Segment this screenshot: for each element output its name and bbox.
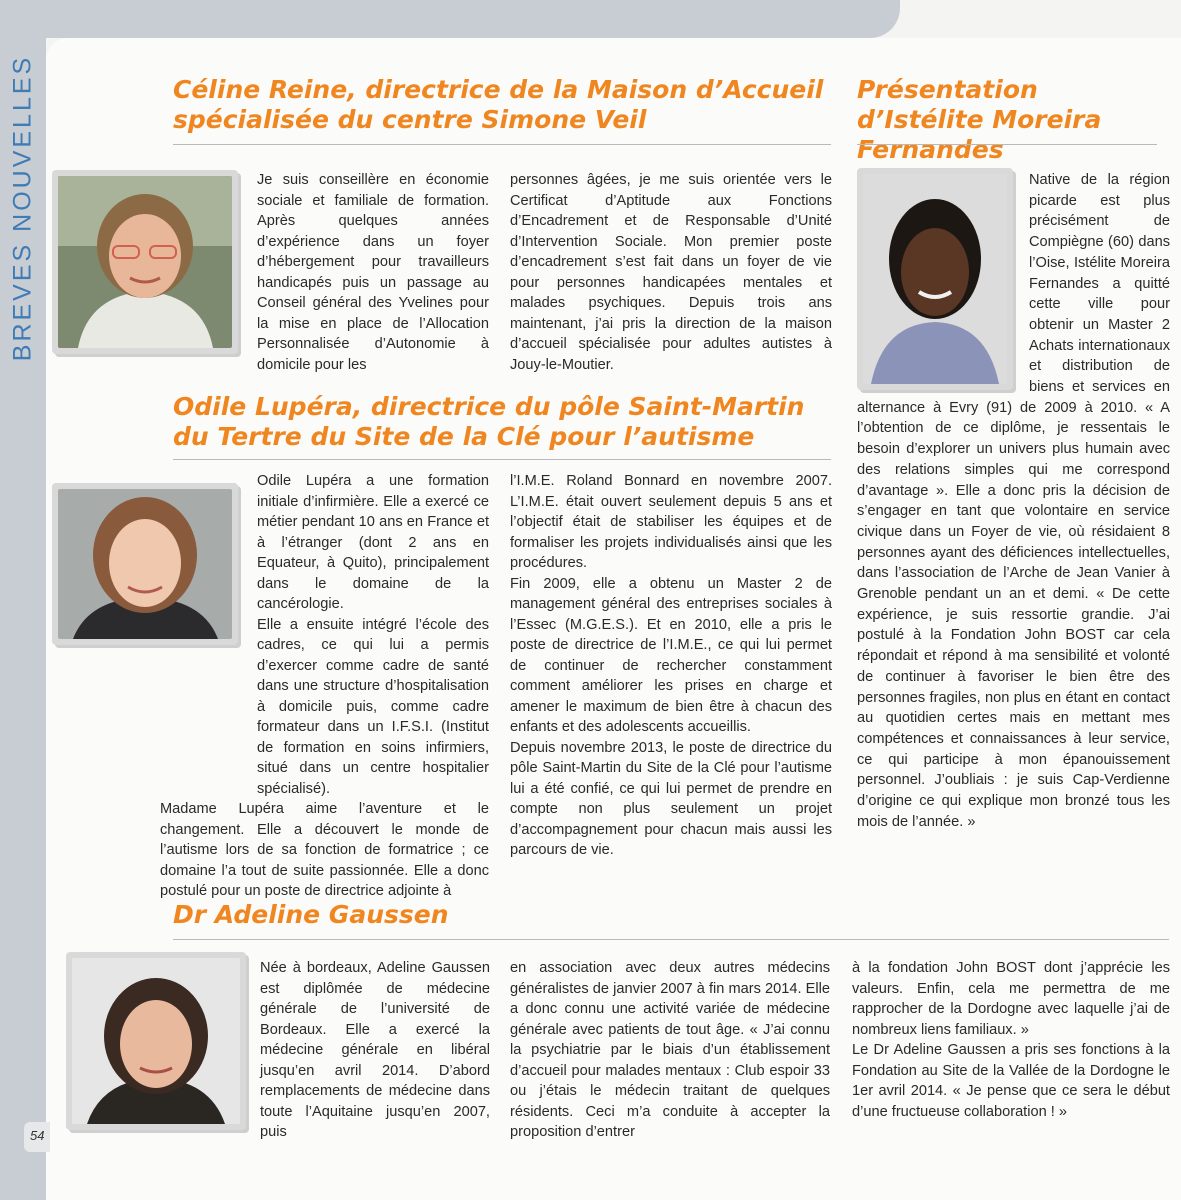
- odile-title-rule: [173, 459, 831, 460]
- odile-title: [173, 392, 833, 452]
- section-label-text: BREVES NOUVELLES: [8, 54, 37, 362]
- istelite-title-rule: [857, 144, 1157, 145]
- section-label: [0, 48, 46, 368]
- portrait-celine-image: [58, 176, 232, 348]
- celine-col1: Je suis conseillère en économie sociale et familiale de formation. Après quelques années d’expérience dans un foyer d’hébergement pour travailleurs handicapés puis un passage au Conseil général des Yvelines pour la mise en place de l’Allocation Personnalisée d’Autonomie à domicile pour les: [257, 172, 489, 373]
- istelite-title-line2: Moreira Fernandes: [857, 105, 1102, 164]
- celine-col2: personnes âgées, je me suis orientée vers le Certificat d’Aptitude aux Fonctions d’Encadrement et de Responsable d’Unité d’Intervention Sociale. Mon premier poste d’encadrement s’est fait dans un foyer de vie pour personnes handicapées mentales et malades psychiques. Depuis trois ans maintenant, j’ai pris la direction de la maison d’accueil spécialisée pour adultes autistes à Jouy-le-Moutier.: [510, 172, 832, 373]
- page-number: 54: [30, 1128, 45, 1143]
- odile-col1-p1: Odile Lupéra a une formation initiale d’infirmière. Elle a exercé ce métier pendant 10 ans en France et à l’étranger (dont 2 ans en Equateur, à Quito), principalement dans le domaine de la cancérologie.: [257, 473, 489, 612]
- header-tab-band: [0, 0, 900, 38]
- odile-col1-p2: Elle a ensuite intégré l’école des cadres, ce qui lui a permis d’exercer comme cadre de santé dans une structure d’hospitalisation à domicile puis, comme cadre formateur dans un I.F.S.I. (Institut de formation en soins infirmiers, situé dans un centre hospitalier spécialisé).: [257, 616, 489, 797]
- portrait-adeline-image: [72, 958, 240, 1124]
- celine-title-line1: Céline Reine, directrice de la Maison d’Accueil: [173, 75, 824, 104]
- celine-title-line2: spécialisée du centre Simone Veil: [173, 105, 647, 134]
- odile-col2: [510, 471, 832, 861]
- adeline-col3-p2: Le Dr Adeline Gaussen a pris ses fonctions à la Fondation au Site de la Vallée de la Dordogne le 1er avril 2014. « Je pense que ce sera le début d’une fructueuse collaboration ! »: [852, 1042, 1170, 1120]
- istelite-photo-spacer: [857, 170, 1029, 392]
- odile-title-line2: du Tertre du Site de la Clé pour l’autisme: [173, 422, 755, 451]
- portrait-celine-svg: [58, 176, 232, 348]
- adeline-col3-p1: à la fondation John BOST dont j’apprécie les valeurs. Enfin, cela me permettra de me rapprocher de la Dordogne avec laquelle j’ai de nombreux liens familiaux. »: [852, 960, 1170, 1038]
- istelite-title: [857, 75, 1157, 165]
- adeline-col3: [852, 958, 1170, 1122]
- adeline-title: Dr Adeline Gaussen: [173, 900, 449, 929]
- istelite-text: [857, 170, 1170, 833]
- portrait-adeline-svg: [72, 958, 240, 1124]
- odile-col2-p1: l’I.M.E. Roland Bonnard en novembre 2007. L’I.M.E. était ouvert seulement depuis 5 ans et l’objectif était de stabiliser les équipes et de formaliser les projets individualisés ainsi que les procédures.: [510, 473, 832, 571]
- odile-col2-p2: Fin 2009, elle a obtenu un Master 2 de management général des entreprises sociales à l’Essec (M.G.E.S.). Et en 2010, elle a pris le poste de directrice de l’I.M.E., ce qui lui permet de continuer de rechercher constamment comment améliorer les prises en charge et amener le maximum de bien être à chacun des enfants et des adolescents accueillis.: [510, 575, 832, 735]
- odile-title-line1: Odile Lupéra, directrice du pôle Saint-Martin: [173, 392, 805, 421]
- adeline-photo: [66, 952, 246, 1130]
- celine-photo: [52, 170, 238, 354]
- celine-title: [173, 75, 833, 135]
- adeline-col2: en association avec deux autres médecins généralistes de janvier 2007 à fin mars 2014. Elle a donc connu une activité variée de médecine générale avec patients de tout âge. « J’ai connu la psychiatrie par le biais d’un établissement d’accueil pour malades mentaux : Club espoir 33 ou j’étais le médecin traitant de quelques résidents. Ceci m’a conduite à accepter la proposition d’entrer: [510, 960, 830, 1140]
- odile-col2-p3: Depuis novembre 2013, le poste de directrice du pôle Saint-Martin du Site de la Clé pour l’autisme lui a été confié, ce qui lui permet de prendre en compte non plus seulement un projet d’accompagnement pour chacun mais aussi les parcours de vie.: [510, 739, 832, 858]
- adeline-title-rule: [173, 939, 1169, 940]
- odile-col1: [160, 471, 489, 902]
- adeline-col1: Née à bordeaux, Adeline Gaussen est diplômée de médecine générale de l’université de Bordeaux. Elle a exercé la médecine générale en libéral jusqu’en avril 2014. D’abord remplacements de médecine dans toute l’Aquitaine jusqu’en 2007, puis: [260, 960, 490, 1140]
- celine-title-rule: [173, 144, 831, 145]
- istelite-title-line1: Présentation d’Istélite: [857, 75, 1038, 134]
- odile-col1-p3: Madame Lupéra aime l’aventure et le changement. Elle a découvert le monde de l’autisme lors de sa fonction de formatrice ; ce domaine l’a tout de suite passionnée. Elle a donc postulé pour un poste de directrice adjointe à: [160, 801, 489, 899]
- istelite-body: Native de la région picarde est plus précisément de Compiègne (60) dans l’Oise, Istélite Moreira Fernandes a quitté cette ville pour obtenir un Master 2 Achats internationaux et distribution de biens et services en alternance à Evry (91) de 2009 à 2010. « A l’obtention de ce diplôme, je ressentais le besoin d’explorer un univers plus humain avec des relations simples qui me correspond d’avantage ». Elle a donc pris la décision de s’engager en tant que volontaire en service civique dans un Foyer de vie, où résidaient 8 personnes ayant des déficiences intellectuelles, dans l’association de l’Arche de Jean Vanier à Grenoble pendant un an et demi. « De cette expérience, je suis ressortie grandie. J’ai postulé à la Fondation John BOST car cela répondait et répond à ma sensibilité et volonté de continuer à favoriser le bien être des personnes fragiles, non plus en étant en contact au quotidien certes mais en mettant mes compétences et connaissances à leur service, ce qui participe à mon épanouissement personnel. J’oubliais : je suis Cap-Verdienne d’origine ce qui explique mon bronzé tous les mois de l’année. »: [857, 172, 1170, 830]
